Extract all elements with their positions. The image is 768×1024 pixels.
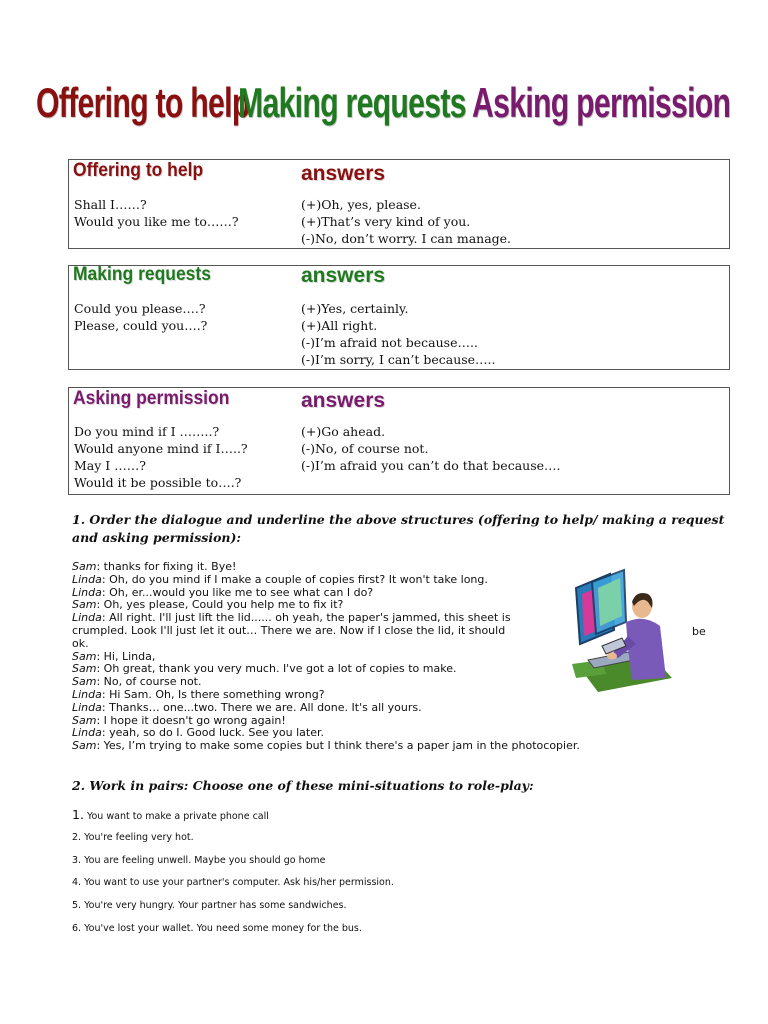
phrase: Would you like me to……? [74, 214, 239, 229]
phrase: Could you please….? [74, 301, 206, 316]
permission-table [68, 387, 730, 495]
answer: (-)I’m sorry, I can’t because….. [301, 352, 496, 367]
speaker: Sam [72, 713, 97, 727]
speaker: Sam [72, 649, 97, 663]
item-text: You want to use your partner's computer. Ask his/her permission. [81, 877, 394, 889]
list-item [72, 899, 712, 922]
line-text: ok. [72, 636, 89, 650]
speaker: Sam [72, 739, 97, 753]
answer: (-)No, of course not. [301, 441, 429, 456]
trailing-word: be [692, 625, 706, 638]
speaker: Linda [72, 611, 102, 625]
phrase: May I ……? [74, 458, 146, 473]
item-text: You're feeling very hot. [81, 831, 194, 843]
situations-list [72, 808, 712, 945]
answer: (-)I’m afraid not because….. [301, 335, 478, 350]
speaker: Linda [72, 700, 102, 714]
phrase: Shall I……? [74, 197, 147, 212]
line-text: : Oh, er...would you like me to see what can I do? [101, 585, 374, 599]
speaker: Linda [72, 572, 102, 586]
permission-answers-label: answers [301, 389, 386, 412]
offering-answers [301, 196, 511, 247]
list-item [72, 876, 712, 899]
answer: (+)That’s very kind of you. [301, 214, 471, 229]
dialogue-line [72, 740, 712, 753]
phrase: Would anyone mind if I…..? [74, 441, 248, 456]
answer: (+)All right. [301, 318, 378, 333]
line-text: : Hi Sam. Oh, Is there something wrong? [101, 687, 325, 701]
offering-answers-label: answers [301, 162, 386, 185]
answer: (+)Yes, certainly. [301, 301, 409, 316]
exercise-2-title: 2. Work in pairs: Choose one of these mini-situations to role-play: [72, 778, 534, 793]
requests-phrases [74, 300, 207, 334]
phrase: Would it be possible to….? [74, 475, 242, 490]
permission-phrases [74, 423, 248, 491]
requests-table [68, 265, 730, 370]
speaker: Linda [72, 585, 102, 599]
speaker: Sam [72, 598, 97, 612]
item-number: 1. [72, 807, 84, 822]
list-item [72, 831, 712, 854]
line-text: : All right. I'll just lift the lid...... oh yeah, the paper's jammed, this sheet is [101, 611, 511, 625]
line-text: : No, of course not. [96, 675, 202, 689]
exercise-1-title: 1. Order the dialogue and underline the above structures (offering to help/ making a request and asking permission): [72, 512, 725, 545]
offering-table-label: Offering to help [73, 160, 204, 181]
item-number: 2. [72, 831, 82, 843]
list-item [72, 854, 712, 877]
offering-phrases [74, 196, 239, 230]
line-text: : Oh, do you mind if I make a couple of copies first? It won't take long. [101, 572, 488, 586]
offering-table [68, 159, 730, 249]
line-text: : thanks for fixing it. Bye! [96, 560, 237, 573]
item-number: 6. [72, 922, 82, 934]
item-text: You want to make a private phone call [83, 811, 269, 822]
phrase: Do you mind if I ……..? [74, 424, 220, 439]
headline-making-requests: Making requests [238, 79, 466, 126]
requests-answers [301, 300, 496, 368]
line-text: : Oh great, thank you very much. I've got a lot of copies to make. [96, 662, 457, 676]
answer: (+)Go ahead. [301, 424, 386, 439]
item-text: You are feeling unwell. Maybe you should go home [81, 854, 326, 866]
permission-answers [301, 423, 561, 474]
person-at-computer-icon [562, 568, 678, 700]
headline-offering-to-help: Offering to help [36, 79, 250, 126]
speaker: Sam [72, 560, 97, 573]
requests-answers-label: answers [301, 264, 386, 287]
speaker: Sam [72, 662, 97, 676]
line-text: : I hope it doesn't go wrong again! [96, 713, 286, 727]
answer: (+)Oh, yes, please. [301, 197, 421, 212]
line-text: : Oh, yes please, Could you help me to fix it? [96, 598, 344, 612]
line-text: : Yes, I’m trying to make some copies but I think there's a paper jam in the photocopier. [96, 739, 580, 753]
item-text: You've lost your wallet. You need some money for the bus. [81, 922, 362, 934]
list-item [72, 922, 712, 945]
speaker: Sam [72, 675, 97, 689]
item-number: 3. [72, 854, 82, 866]
line-text: : Thanks… one...two. There we are. All done. It's all yours. [101, 700, 422, 714]
answer: (-)I’m afraid you can’t do that because…. [301, 458, 561, 473]
answer: (-)No, don’t worry. I can manage. [301, 231, 512, 246]
list-item [72, 808, 712, 831]
headline-asking-permission: Asking permission [472, 79, 731, 126]
item-number: 4. [72, 877, 82, 889]
line-text: : yeah, so do I. Good luck. See you later. [101, 726, 324, 740]
permission-table-label: Asking permission [73, 388, 230, 409]
line-text: crumpled. Look I'll just let it out… There we are. Now if I close the lid, it should [72, 623, 506, 637]
item-number: 5. [72, 900, 82, 912]
requests-table-label: Making requests [73, 264, 211, 285]
item-text: You're very hungry. Your partner has some sandwiches. [81, 900, 347, 912]
line-text: : Hi, Linda, [96, 649, 156, 663]
speaker: Linda [72, 687, 102, 701]
speaker: Linda [72, 726, 102, 740]
phrase: Please, could you….? [74, 318, 208, 333]
